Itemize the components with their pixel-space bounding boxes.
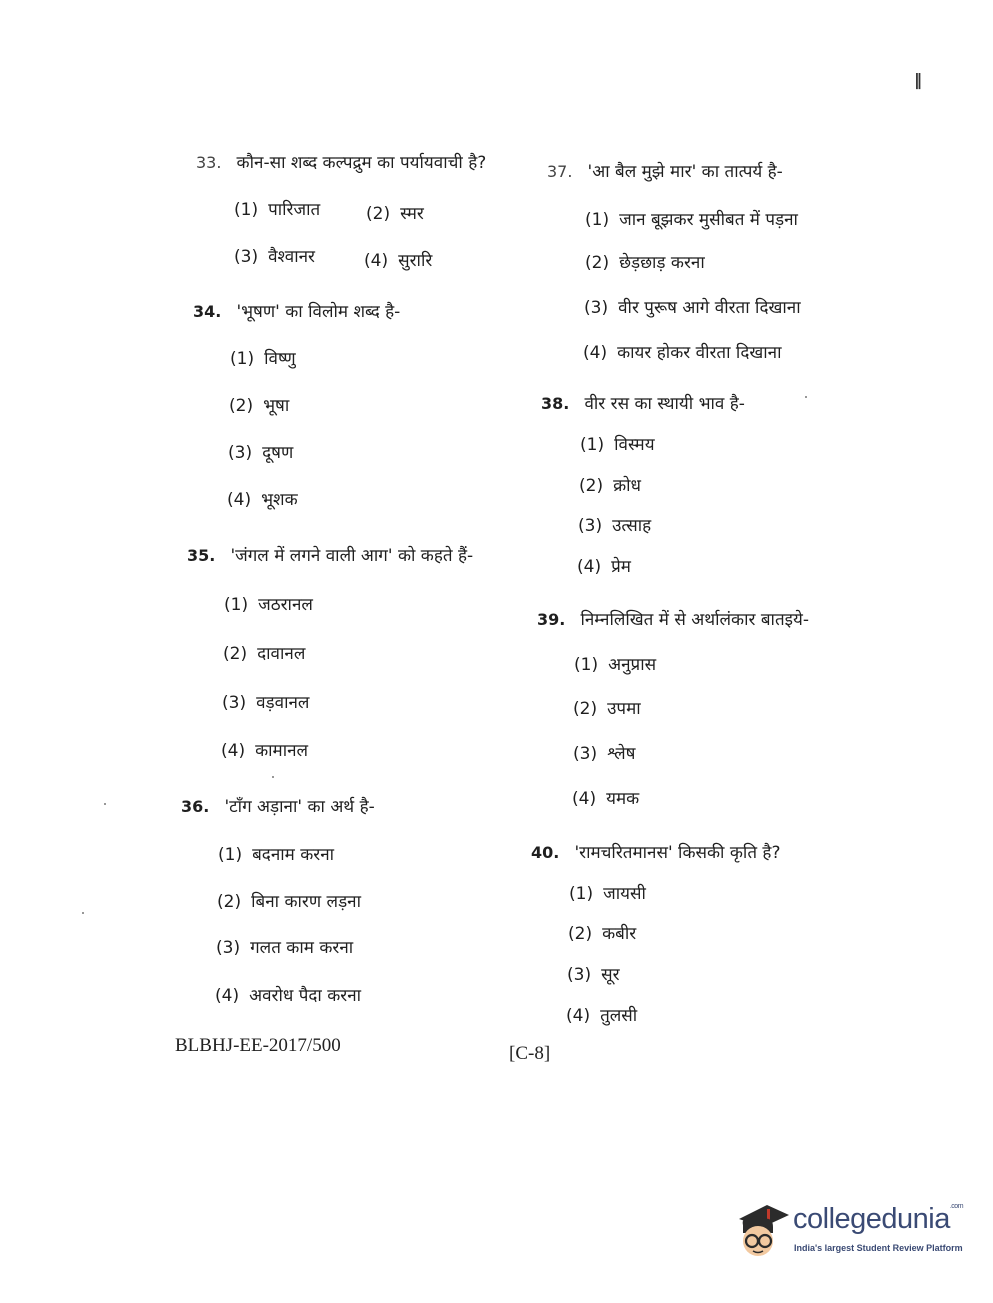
option: (1) विष्णु	[230, 349, 296, 369]
option: (2) स्मर	[366, 204, 424, 224]
scan-speck	[805, 396, 807, 398]
paper-code: BLBHJ-EE-2017/500	[175, 1035, 341, 1056]
logo-tagline: India's largest Student Review Platform	[794, 1243, 963, 1253]
question-number: 36.	[181, 797, 210, 816]
question-number: 38.	[541, 394, 570, 413]
option: (3) वीर पुरूष आगे वीरता दिखाना	[584, 298, 801, 318]
question-text: 'रामचरितमानस' किसकी कृति है?	[574, 843, 781, 863]
option: (2) छेड़छाड़ करना	[585, 253, 705, 273]
option: (2) उपमा	[573, 699, 641, 719]
student-mascot-icon	[733, 1197, 793, 1259]
option: (3) दूषण	[228, 443, 294, 463]
scan-speck	[82, 912, 84, 914]
option: (1) जान बूझकर मुसीबत में पड़ना	[585, 210, 798, 230]
option: (4) तुलसी	[566, 1006, 638, 1026]
option: (2) दावानल	[223, 644, 306, 664]
question-number: 37.	[547, 162, 573, 181]
page-mark: ‖	[914, 70, 922, 89]
question-text: निम्नलिखित में से अर्थालंकार बातइये-	[580, 610, 809, 630]
option: (1) पारिजात	[234, 200, 321, 220]
option: (2) कबीर	[568, 924, 637, 944]
option: (3) सूर	[567, 965, 620, 985]
page-number: [C-8]	[509, 1043, 551, 1064]
option: (4) प्रेम	[577, 557, 631, 577]
option: (1) जठरानल	[224, 595, 313, 615]
option: (1) विस्मय	[580, 435, 655, 455]
option: (3) श्लेष	[573, 744, 636, 764]
question-text: 'भूषण' का विलोम शब्द है-	[236, 302, 401, 322]
option: (2) बिना कारण लड़ना	[217, 892, 362, 912]
option: (3) गलत काम करना	[216, 938, 354, 958]
option: (4) कायर होकर वीरता दिखाना	[583, 343, 782, 363]
option: (1) जायसी	[569, 884, 646, 904]
question-text: कौन-सा शब्द कल्पद्रुम का पर्यायवाची है?	[236, 153, 487, 173]
option: (4) सुरारि	[364, 251, 433, 271]
question-text: 'टाँग अड़ाना' का अर्थ है-	[224, 797, 375, 817]
option: (4) यमक	[572, 789, 640, 809]
option: (4) भूशक	[227, 490, 298, 510]
option: (4) अवरोध पैदा करना	[215, 986, 362, 1006]
question-text: 'आ बैल मुझे मार' का तात्पर्य है-	[587, 162, 783, 182]
option: (3) वैश्वानर	[234, 247, 316, 267]
option: (3) उत्साह	[578, 516, 652, 536]
option: (1) बदनाम करना	[218, 845, 335, 865]
scan-speck	[272, 776, 274, 778]
collegedunia-watermark	[733, 1195, 963, 1265]
question-text: 'जंगल में लगने वाली आग' को कहते हैं-	[230, 546, 474, 566]
option: (3) वड़वानल	[222, 693, 310, 713]
question-number: 40.	[531, 843, 560, 862]
logo-wordmark: collegedunia$^{.com}$	[793, 1203, 964, 1235]
question-text: वीर रस का स्थायी भाव है-	[584, 394, 745, 414]
option: (2) क्रोध	[579, 476, 642, 496]
question-number: 34.	[193, 302, 222, 321]
question-number: 35.	[187, 546, 216, 565]
option: (1) अनुप्रास	[574, 655, 657, 675]
scan-speck	[104, 803, 106, 805]
question-number: 33.	[196, 153, 222, 172]
option: (2) भूषा	[229, 396, 290, 416]
question-number: 39.	[537, 610, 566, 629]
option: (4) कामानल	[221, 741, 309, 761]
